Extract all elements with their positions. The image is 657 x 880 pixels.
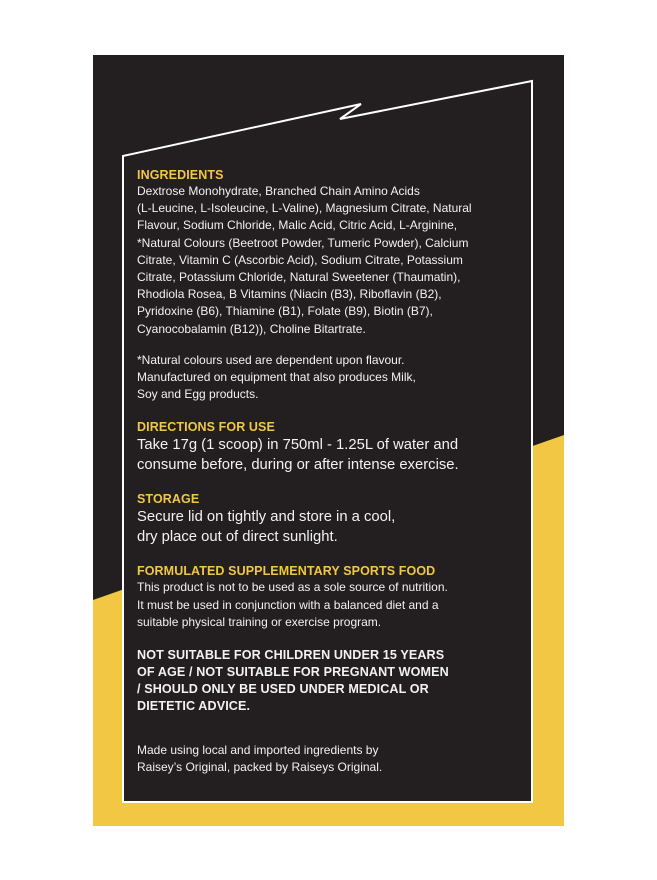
- label-panel: [93, 55, 564, 826]
- natural-colours-note: *Natural colours used are dependent upon flavour.: [137, 352, 405, 367]
- storage-heading: STORAGE: [137, 492, 200, 507]
- storage-text: Secure lid on tightly and store in a cool, dry place out of direct sunlight.: [137, 509, 396, 546]
- allergen-statement: Manufactured on equipment that also produces Milk, Soy and Egg products.: [137, 370, 416, 402]
- origin-statement: Made using local and imported ingredients by Raisey’s Original, packed by Raiseys Original.: [137, 743, 383, 775]
- ingredients-heading: INGREDIENTS: [137, 168, 224, 182]
- directions-heading: DIRECTIONS FOR USE: [137, 420, 275, 435]
- formulated-heading: FORMULATED SUPPLEMENTARY SPORTS FOOD: [137, 564, 436, 579]
- ingredients-text: Dextrose Monohydrate, Branched Chain Amino Acids (L-Leucine, L-Isoleucine, L-Valine), Magnesium Citrate, Natural Flavour, Sodium Chloride, Malic Acid, Citric Acid, L-Arginine, *Natural Colours (Beetroot Powder, Tumeric Powder), Calcium Citrate, Vitamin C (Ascorbic Acid), Sodium Citrate, Potassium Citrate, Potassium Chloride, Natural Sweetener (Thaumatin), Rhodiola Rosea, B Vitamins (Niacin (B3), Riboflavin (B2), Pyridoxine (B6), Thiamine (B1), Folate (B9), Biotin (B7), Cyanocobalamin (B12)), Choline Bitartrate.: [137, 184, 472, 336]
- formulated-text: This product is not to be used as a sole source of nutrition. It must be used in conjunction with a balanced diet and a suitable physical training or exercise program.: [137, 580, 448, 629]
- label-content: [137, 167, 537, 776]
- warning-statement: NOT SUITABLE FOR CHILDREN UNDER 15 YEARS OF AGE / NOT SUITABLE FOR PREGNANT WOMEN / SHOULD ONLY BE USED UNDER MEDICAL OR DIETETIC ADVICE.: [137, 648, 449, 714]
- directions-text: Take 17g (1 scoop) in 750ml - 1.25L of water and consume before, during or after intense exercise.: [137, 437, 459, 474]
